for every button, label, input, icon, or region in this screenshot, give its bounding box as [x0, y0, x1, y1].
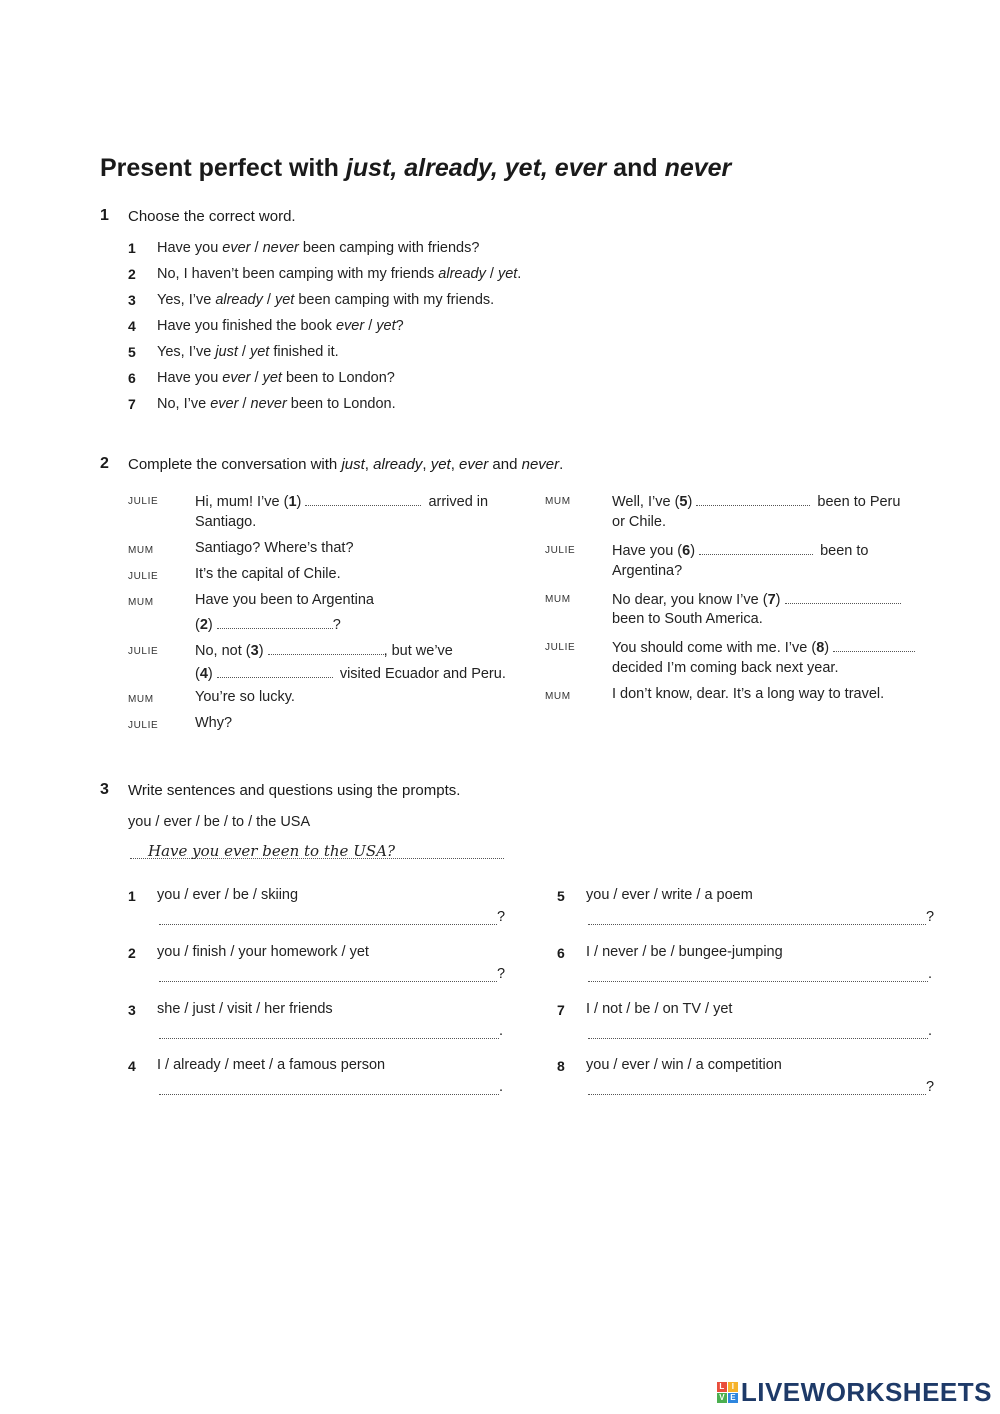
gap-3-input[interactable]	[268, 640, 384, 655]
end-punctuation: .	[499, 1079, 504, 1095]
speaker-label: JULIE	[128, 571, 159, 582]
choice-sentence[interactable]: Yes, I’ve just / yet finished it.	[157, 344, 339, 360]
dialogue-line: (4) visited Ecuador and Peru.	[195, 663, 506, 682]
dialogue-line: decided I’m coming back next year.	[612, 660, 839, 676]
choice-sentence[interactable]: Have you finished the book ever / yet?	[157, 318, 404, 334]
gap-1-input[interactable]	[305, 491, 421, 506]
dialogue-line: Well, I’ve (5) been to Peru	[612, 491, 900, 510]
exercise-3-instruction: Write sentences and questions using the prompts.	[128, 782, 461, 799]
example-line	[130, 858, 504, 859]
end-punctuation: .	[499, 1023, 504, 1039]
answer-1-input[interactable]	[159, 924, 497, 925]
choice-sentence[interactable]: No, I haven’t been camping with my friends already / yet.	[157, 266, 522, 282]
dialogue-line: or Chile.	[612, 514, 666, 530]
dialogue-line: No dear, you know I’ve (7)	[612, 589, 901, 608]
dialogue-line: Argentina?	[612, 563, 683, 579]
dialogue-line: Have you been to Argentina	[195, 592, 374, 608]
exercise-2-instruction: Complete the conversation with just, already, yet, ever and never.	[128, 456, 564, 473]
choice-sentence[interactable]: Yes, I’ve already / yet been camping with my friends.	[157, 292, 495, 308]
end-punctuation: ?	[497, 909, 506, 925]
choice-sentence[interactable]: Have you ever / yet been to London?	[157, 370, 395, 386]
exercise-1-instruction: Choose the correct word.	[128, 208, 296, 225]
prompt-text: you / finish / your homework / yet	[157, 944, 369, 960]
speaker-label: MUM	[128, 545, 154, 556]
gap-4-input[interactable]	[217, 663, 333, 678]
item-number: 1	[128, 888, 136, 904]
dialogue-line: I don’t know, dear. It’s a long way to travel.	[612, 686, 885, 702]
answer-8-input[interactable]	[588, 1094, 926, 1095]
dialogue-line: No, not (3) , but we’ve	[195, 640, 453, 659]
example-prompt: you / ever / be / to / the USA	[128, 814, 311, 830]
gap-6-input[interactable]	[699, 540, 813, 555]
prompt-text: you / ever / be / skiing	[157, 887, 299, 903]
speaker-label: JULIE	[545, 642, 576, 653]
gap-5-input[interactable]	[696, 491, 810, 506]
gap-8-input[interactable]	[833, 637, 915, 652]
dialogue-line: Why?	[195, 715, 233, 731]
speaker-label: JULIE	[128, 496, 159, 507]
prompt-text: she / just / visit / her friends	[157, 1001, 333, 1017]
exercise-2-number: 2	[100, 455, 109, 472]
speaker-label: JULIE	[545, 545, 576, 556]
dialogue-line: Have you (6) been to	[612, 540, 869, 559]
exercise-1-number: 1	[100, 207, 109, 224]
item-number: 3	[128, 1002, 136, 1018]
prompt-text: you / ever / write / a poem	[586, 887, 753, 903]
speaker-label: MUM	[545, 594, 571, 605]
dialogue-line: been to South America.	[612, 611, 763, 627]
gap-7-input[interactable]	[785, 589, 901, 604]
gap-2-input[interactable]	[217, 614, 333, 629]
answer-6-input[interactable]	[588, 981, 928, 982]
answer-5-input[interactable]	[588, 924, 926, 925]
logo-text: LIVEWORKSHEETS	[740, 1376, 992, 1407]
dialogue-line: Hi, mum! I’ve (1) arrived in	[195, 491, 488, 510]
logo-blocks-icon: L I V E	[717, 1382, 738, 1403]
dialogue-line: Santiago.	[195, 514, 257, 530]
answer-7-input[interactable]	[588, 1038, 928, 1039]
answer-4-input[interactable]	[159, 1094, 499, 1095]
dialogue-line: (2) ?	[195, 614, 341, 633]
dialogue-line: Santiago? Where’s that?	[195, 540, 354, 556]
prompt-text: I / not / be / on TV / yet	[586, 1001, 733, 1017]
example-answer: Have you ever been to the USA?	[148, 842, 395, 860]
end-punctuation: ?	[497, 966, 506, 982]
prompt-text: you / ever / win / a competition	[586, 1057, 782, 1073]
item-number: 2	[128, 945, 136, 961]
dialogue-line: It’s the capital of Chile.	[195, 566, 341, 582]
prompt-text: I / never / be / bungee-jumping	[586, 944, 783, 960]
end-punctuation: ?	[926, 1079, 935, 1095]
page-title: Present perfect with just, already, yet, ever and never	[100, 154, 732, 182]
end-punctuation: .	[928, 1023, 933, 1039]
item-number: 8	[557, 1058, 565, 1074]
item-number: 5	[557, 888, 565, 904]
dialogue-line: You should come with me. I’ve (8)	[612, 637, 915, 656]
speaker-label: MUM	[128, 694, 154, 705]
prompt-text: I / already / meet / a famous person	[157, 1057, 386, 1073]
end-punctuation: .	[928, 966, 933, 982]
liveworksheets-logo	[717, 1377, 992, 1407]
speaker-label: MUM	[128, 597, 154, 608]
speaker-label: JULIE	[128, 646, 159, 657]
choice-sentence[interactable]: Have you ever / never been camping with friends?	[157, 240, 480, 256]
answer-2-input[interactable]	[159, 981, 497, 982]
end-punctuation: ?	[926, 909, 935, 925]
dialogue-line: You’re so lucky.	[195, 689, 295, 705]
speaker-label: MUM	[545, 691, 571, 702]
exercise-3-number: 3	[100, 781, 109, 798]
choice-sentence[interactable]: No, I’ve ever / never been to London.	[157, 396, 396, 412]
speaker-label: MUM	[545, 496, 571, 507]
item-number: 4	[128, 1058, 136, 1074]
speaker-label: JULIE	[128, 720, 159, 731]
item-number: 6	[557, 945, 565, 961]
item-number: 7	[557, 1002, 565, 1018]
answer-3-input[interactable]	[159, 1038, 499, 1039]
